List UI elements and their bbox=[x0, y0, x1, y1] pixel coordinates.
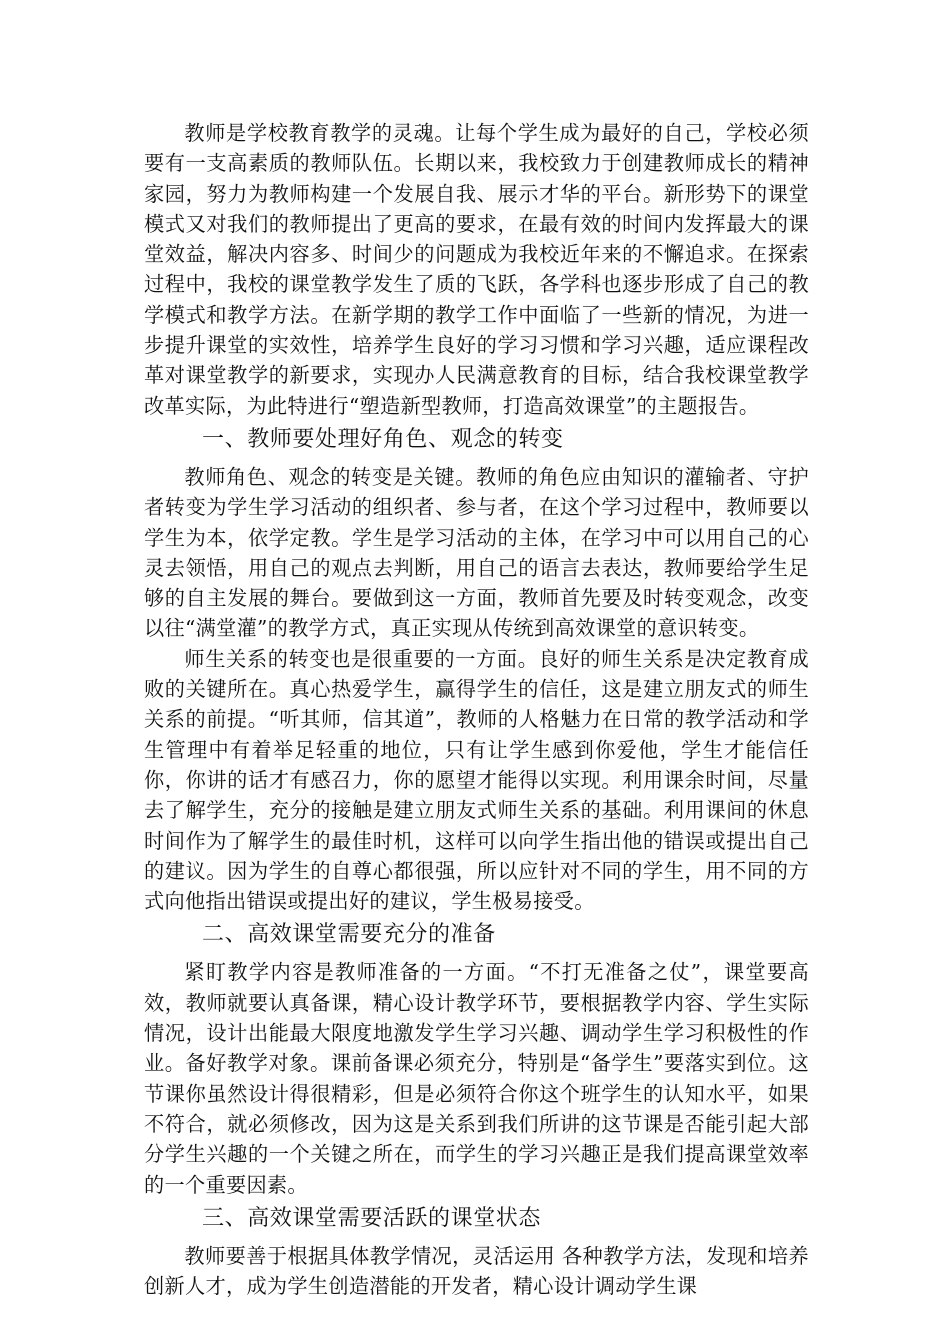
intro-paragraph: 教师是学校教育教学的灵魂。让每个学生成为最好的自己，学校必须要有一支高素质的教师队伍。长期以来，我校致力于创建教师成长的精神家园，努力为教师构建一个发展自我、展示才华的平台。新形势下的课堂模式又对我们的教师提出了更高的要求，在最有效的时间内发挥最大的课堂效益，解决内容多、时间少的问题成为我校近年来的不懈追求。在探索过程中，我校的课堂教学发生了质的飞跃，各学科也逐步形成了自己的教学模式和教学方法。在新学期的教学工作中面临了一些新的情况，为进一步提升课堂的实效性，培养学生良好的学习习惯和学习兴趣，适应课程改革对课堂教学的新要求，实现办人民满意教育的目标，结合我校课堂教学改革实际，为此特进行“塑造新型教师，打造高效课堂”的主题报告。 bbox=[144, 121, 809, 418]
section-2-paragraph-1: 紧盯教学内容是教师准备的一方面。“不打无准备之仗”，课堂要高效，教师就要认真备课，精心设计教学环节，要根据教学内容、学生实际情况，设计出能最大限度地激发学生学习兴趣、调动学生学习积极性的作业。备好教学对象。课前备课必须充分，特别是“备学生”要落实到位。这节课你虽然设计得很精彩，但是必须符合你这个班学生的认知水平，如果不符合，就必须修改，因为这是关系到我们所讲的这节课是否能引起大部分学生兴趣的一个关键之所在，而学生的学习兴趣正是我们提高课堂效率的一个重要因素。 bbox=[144, 960, 809, 1197]
section-3-paragraph-1: 教师要善于根据具体教学情况，灵活运用 各种教学方法，发现和培养创新人才，成为学生创造潜能的开发者，精心设计调动学生课 bbox=[144, 1243, 809, 1299]
section-3-heading: 三、高效课堂需要活跃的课堂状态 bbox=[202, 1205, 542, 1231]
section-1-paragraph-2: 师生关系的转变也是很重要的一方面。良好的师生关系是决定教育成败的关键所在。真心热爱学生，赢得学生的信任，这是建立朋友式的师生关系的前提。“听其师，信其道”，教师的人格魅力在日常的教学活动和学生管理中有着举足轻重的地位，只有让学生感到你爱他，学生才能信任你，你讲的话才有感召力，你的愿望才能得以实现。利用课余时间，尽量去了解学生，充分的接触是建立朋友式师生关系的基础。利用课间的休息时间作为了解学生的最佳时机，这样可以向学生指出他的错误或提出自己的建议。因为学生的自尊心都很强，所以应针对不同的学生，用不同的方式向他指出错误或提出好的建议，学生极易接受。 bbox=[144, 646, 809, 914]
section-2-heading: 二、高效课堂需要充分的准备 bbox=[202, 922, 496, 948]
section-1-heading: 一、教师要处理好角色、观念的转变 bbox=[202, 426, 564, 452]
section-1-paragraph-1: 教师角色、观念的转变是关键。教师的角色应由知识的灌输者、守护者转变为学生学习活动的组织者、参与者，在这个学习过程中，教师要以学生为本，依学定教。学生是学习活动的主体，在学习中可以用自己的心灵去领悟，用自己的观点去判断，用自己的语言去表达，教师要给学生足够的自主发展的舞台。要做到这一方面，教师首先要及时转变观念，改变以往“满堂灌”的教学方式，真正实现从传统到高效课堂的意识转变。 bbox=[144, 464, 809, 641]
document-page bbox=[144, 118, 809, 1301]
